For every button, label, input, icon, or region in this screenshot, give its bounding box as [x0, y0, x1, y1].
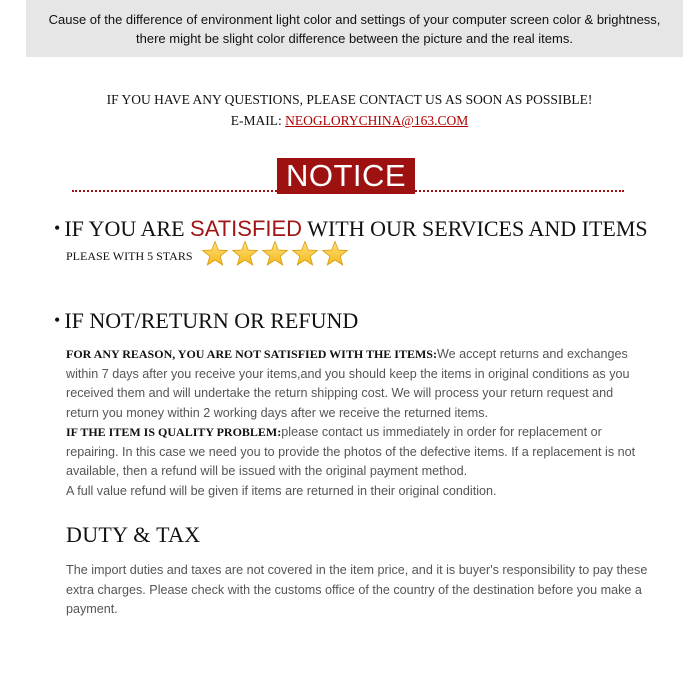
contact-notice: IF YOU HAVE ANY QUESTIONS, PLEASE CONTACT US AS SOON AS POSSIBLE! — [106, 92, 593, 107]
bullet-icon: • — [54, 218, 61, 238]
star-icon — [201, 240, 229, 268]
disclaimer-line-1: Cause of the difference of environment light color and settings of your computer screen color & brightness, — [48, 11, 661, 27]
color-disclaimer-banner — [26, 0, 683, 57]
refund-heading — [54, 308, 358, 334]
star-icon — [261, 240, 289, 268]
star-icon — [231, 240, 259, 268]
stars-label: PLEASE WITH 5 STARS — [66, 249, 193, 263]
five-star-rating — [66, 240, 351, 273]
email-label: E-MAIL: — [230, 113, 286, 128]
star-icon — [321, 240, 349, 268]
satisfied-heading-post: WITH OUR SERVICES AND ITEMS — [302, 216, 648, 241]
refund-lead-not-satisfied: FOR ANY REASON, YOU ARE NOT SATISFIED WITH THE ITEMS: — [66, 347, 437, 361]
refund-text-quality: please contact us immediately in order for replacement or repairing. In this case we need you to provide the photos of the defective items. If a replacement is not available, then a refund will be issued with the original payment method. — [66, 425, 636, 478]
star-icon — [291, 240, 319, 268]
stars-group — [201, 240, 351, 273]
satisfied-heading-pre: IF YOU ARE — [64, 216, 191, 241]
refund-text-returns: We accept returns and exchanges within 7 days after you receive your items,and you should keep the items in original conditions as you received them and will undertake the return shipping cost. We will process your return request and return you money within 2 working days after we receive the returned items. — [66, 347, 630, 420]
notice-badge: NOTICE — [277, 158, 415, 194]
bullet-icon: • — [54, 310, 61, 330]
satisfied-heading — [54, 216, 648, 242]
duty-tax-heading: DUTY & TAX — [66, 522, 201, 547]
satisfied-highlight: SATISFIED — [190, 216, 303, 241]
refund-lead-quality: IF THE ITEM IS QUALITY PROBLEM: — [66, 425, 282, 439]
refund-text-full-value: A full value refund will be given if items are returned in their original condition. — [66, 483, 497, 498]
email-link[interactable]: NEOGLORYCHINA@163.COM — [285, 113, 469, 128]
contact-email-line — [0, 113, 699, 129]
disclaimer-line-2: there might be slight color difference between the picture and the real items. — [136, 30, 573, 46]
duty-tax-text: The import duties and taxes are not covered in the item price, and it is buyer's responsibility to pay these extra charges. Please check with the customs office of the country of the destination before you make a payment. — [66, 563, 648, 616]
refund-policy-text — [66, 345, 646, 501]
refund-title: IF NOT/RETURN OR REFUND — [64, 308, 359, 333]
